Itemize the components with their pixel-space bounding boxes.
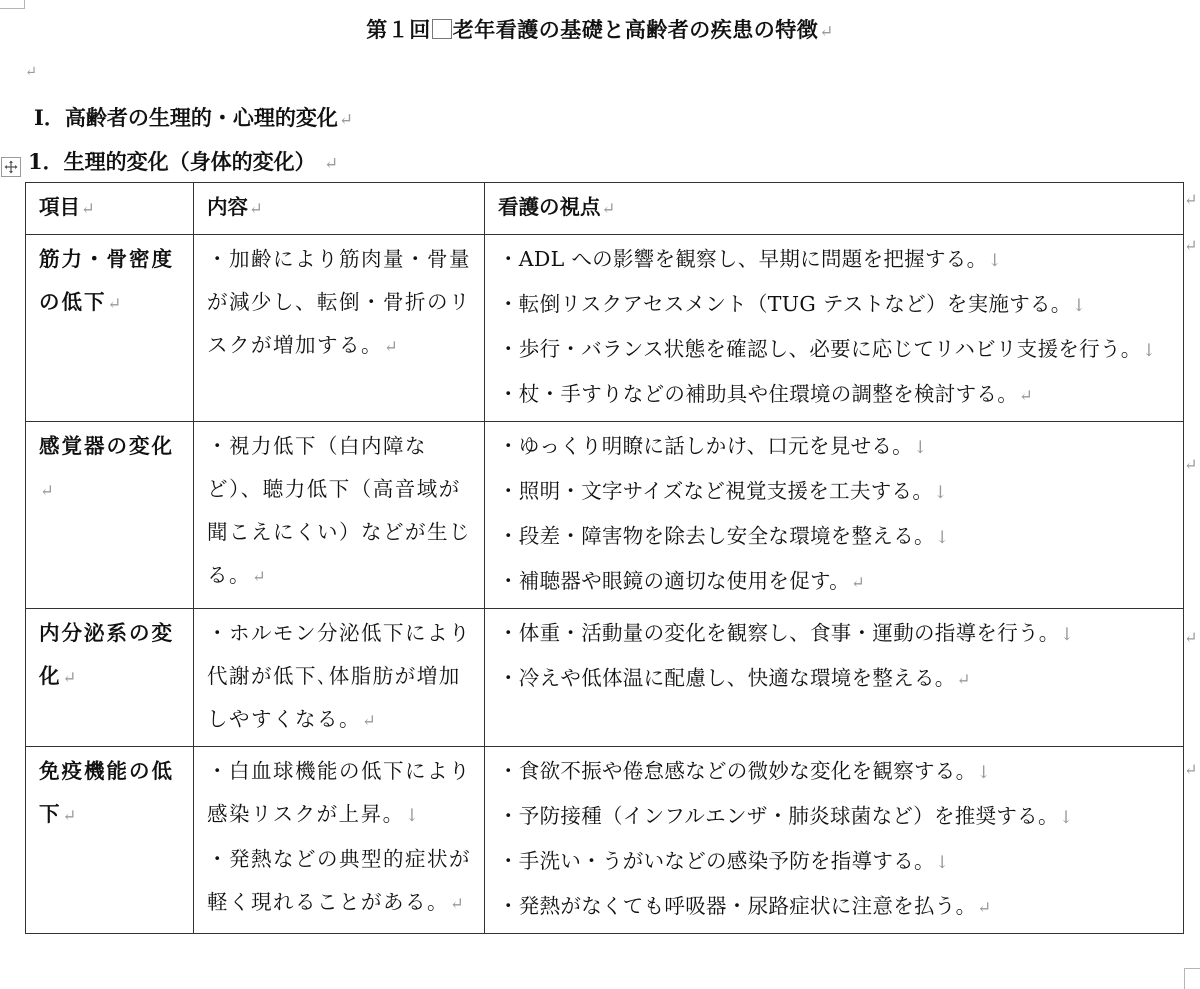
nursing-point: ・段差・障害物を除去し安全な環境を整える。↓ <box>498 524 950 548</box>
paragraph-mark-icon: ↵ <box>323 153 338 173</box>
nursing-point: ・手洗い・うがいなどの感染予防を指導する。↓ <box>498 849 950 873</box>
table-row <box>26 747 1184 934</box>
nursing-cell[interactable] <box>485 235 1184 422</box>
content-cell[interactable] <box>194 422 485 609</box>
item-cell[interactable] <box>26 609 194 747</box>
nursing-point: ・照明・文字サイズなど視覚支援を工夫する。↓ <box>498 479 949 503</box>
line-break-icon: ↓ <box>976 763 992 783</box>
nursing-point: ・補聴器や眼鏡の適切な使用を促す。↵ <box>498 569 866 593</box>
section-heading-text: Ⅰ．高齢者の生理的・心理的変化 <box>34 105 338 130</box>
header-label: 項目 <box>39 195 80 219</box>
table-row <box>26 235 1184 422</box>
empty-paragraph <box>24 60 37 81</box>
paragraph-mark-icon: ↵ <box>25 64 38 80</box>
page-corner-mark-top-left <box>0 0 25 9</box>
header-cell-item[interactable] <box>26 183 194 235</box>
row-end-mark-icon: ↵ <box>1184 628 1198 647</box>
item-label: 内分泌系の変化 <box>39 621 174 688</box>
line-break-icon: ↓ <box>934 528 950 548</box>
header-label: 内容 <box>207 195 248 219</box>
nursing-cell[interactable] <box>485 422 1184 609</box>
table-move-handle-icon[interactable] <box>1 157 21 177</box>
row-end-mark-icon: ↵ <box>1184 760 1198 779</box>
nursing-point: ・発熱がなくても呼吸器・尿路症状に注意を払う。↵ <box>498 894 992 918</box>
line-break-icon: ↓ <box>1059 625 1075 645</box>
nursing-point: ・転倒リスクアセスメント（TUG テストなど）を実施する。↓ <box>498 292 1087 316</box>
title-prefix: 第１回 <box>366 17 431 42</box>
line-break-icon: ↓ <box>934 853 950 873</box>
item-cell[interactable] <box>26 235 194 422</box>
physiological-changes-table <box>25 182 1184 934</box>
nursing-point: ・予防接種（インフルエンザ・肺炎球菌など）を推奨する。↓ <box>498 804 1074 828</box>
content-cell[interactable] <box>194 235 485 422</box>
line-break-icon: ↓ <box>933 483 949 503</box>
header-label: 看護の視点 <box>498 195 601 219</box>
content-text: ・加齢により筋肉量・骨量が減少し、転倒・骨折のリスクが増加する。 <box>207 247 471 357</box>
paragraph-mark-icon: ↵ <box>384 337 400 356</box>
item-label: 筋力・骨密度の低下 <box>39 247 174 314</box>
paragraph-mark-icon: ↵ <box>62 806 79 825</box>
content-text: ・発熱などの典型的症状が軽く現れることがある。 <box>207 847 471 914</box>
nursing-point: ・ADL への影響を観察し、早期に問題を把握する。↓ <box>498 247 1003 271</box>
paragraph-mark-icon: ↵ <box>62 668 79 687</box>
line-break-icon: ↓ <box>404 806 421 826</box>
nursing-point: ・体重・活動量の変化を観察し、食事・運動の指導を行う。↓ <box>498 621 1075 645</box>
paragraph-mark-icon: ↵ <box>338 109 353 129</box>
title-main: 老年看護の基礎と高齢者の疾患の特徴 <box>452 17 819 42</box>
nursing-point: ・歩行・バランス状態を確認し、必要に応じてリハビリ支援を行う。↓ <box>498 337 1157 361</box>
item-label: 感覚器の変化 <box>39 434 174 458</box>
header-cell-nursing[interactable] <box>485 183 1184 235</box>
line-break-icon: ↓ <box>1071 296 1087 316</box>
paragraph-mark-icon: ↵ <box>850 573 866 592</box>
content-text: ・視力低下（白内障など）、聴力低下（高音域が聞こえにくい）などが生じる。 <box>207 434 471 587</box>
paragraph-mark-icon: ↵ <box>249 199 263 218</box>
nursing-cell[interactable] <box>485 747 1184 934</box>
table-row <box>26 609 1184 747</box>
nursing-point: ・食欲不振や倦怠感などの微妙な変化を観察する。↓ <box>498 759 992 783</box>
paragraph-mark-icon: ↵ <box>107 294 124 313</box>
row-end-mark-icon: ↵ <box>1184 236 1198 255</box>
table-row <box>26 422 1184 609</box>
item-cell[interactable] <box>26 747 194 934</box>
content-cell[interactable] <box>194 609 485 747</box>
line-break-icon: ↓ <box>1058 808 1074 828</box>
line-break-icon: ↓ <box>912 438 928 458</box>
content-text: ・ホルモン分泌低下により代謝が低下､体脂肪が増加しやすくなる。 <box>207 621 471 731</box>
item-label: 免疫機能の低下 <box>39 759 174 826</box>
section-heading <box>34 102 353 132</box>
table-header-row <box>26 183 1184 235</box>
content-cell[interactable] <box>194 747 485 934</box>
paragraph-mark-icon: ↵ <box>956 670 971 689</box>
row-end-mark-icon: ↵ <box>1184 455 1198 474</box>
item-cell[interactable] <box>26 422 194 609</box>
paragraph-mark-icon: ↵ <box>1019 386 1034 405</box>
paragraph-mark-icon: ↵ <box>252 567 268 586</box>
document-title <box>0 14 1200 44</box>
paragraph-mark-icon: ↵ <box>977 898 992 917</box>
placeholder-box-icon <box>432 19 452 39</box>
paragraph-mark-icon: ↵ <box>450 894 466 913</box>
line-break-icon: ↓ <box>987 251 1003 271</box>
paragraph-mark-icon: ↵ <box>362 711 378 730</box>
paragraph-mark-icon: ↵ <box>601 199 616 218</box>
paragraph-mark-icon: ↵ <box>81 199 95 218</box>
nursing-point: ・ゆっくり明瞭に話しかけ、口元を見せる。↓ <box>498 434 928 458</box>
row-end-mark-icon: ↵ <box>1184 190 1198 209</box>
paragraph-mark-icon: ↵ <box>40 481 56 500</box>
nursing-cell[interactable] <box>485 609 1184 747</box>
sub-heading-text: 1．生理的変化（身体的変化） <box>28 149 316 174</box>
sub-heading <box>28 146 338 176</box>
paragraph-mark-icon: ↵ <box>819 21 834 41</box>
nursing-point: ・杖・手すりなどの補助具や住環境の調整を検討する。↵ <box>498 382 1034 406</box>
nursing-point: ・冷えや低体温に配慮し、快適な環境を整える。↵ <box>498 666 971 690</box>
header-cell-content[interactable] <box>194 183 485 235</box>
line-break-icon: ↓ <box>1141 341 1157 361</box>
content-text: ・白血球機能の低下により感染リスクが上昇。 <box>207 759 471 826</box>
page-corner-mark-bottom-right <box>1184 968 1200 989</box>
